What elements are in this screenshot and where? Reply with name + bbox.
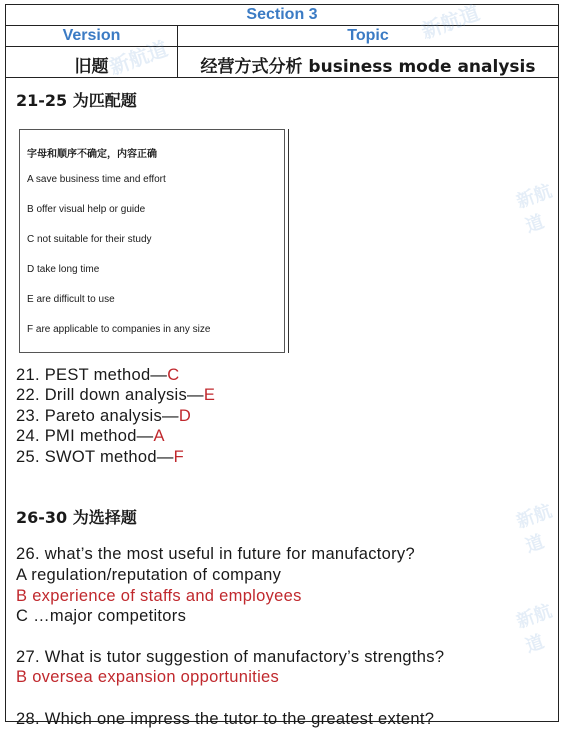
- options-box: [19, 129, 285, 353]
- choice-heading: 26-30 为选择题: [16, 508, 137, 527]
- watermark-logo: 新航道: [513, 500, 555, 558]
- question-24-text: 24. PMI method—: [16, 427, 154, 445]
- watermark-logo: 新航道: [513, 600, 555, 658]
- question-26: 26. what’s the most useful in future for manufactory?: [16, 545, 415, 563]
- version-header-cell: [6, 26, 178, 46]
- question-22: [16, 386, 215, 405]
- question-23-text: 23. Pareto analysis—: [16, 407, 179, 425]
- question-22-text: 22. Drill down analysis—: [16, 386, 204, 404]
- topic-value-cell: [178, 47, 558, 77]
- option-b: B offer visual help or guide: [27, 204, 146, 215]
- options-box-title: 字母和顺序不确定，内容正确: [27, 149, 157, 160]
- option-d: D take long time: [27, 264, 100, 275]
- document-frame: [5, 4, 559, 728]
- option-e: E are difficult to use: [27, 294, 115, 305]
- answer-21: C: [167, 366, 180, 384]
- answer-25: F: [173, 448, 185, 466]
- section-row: [6, 5, 558, 26]
- matching-heading: 21-25 为匹配题: [16, 91, 137, 110]
- header-row: [6, 26, 558, 47]
- question-21: [16, 366, 179, 385]
- watermark-logo: 新航道: [513, 180, 555, 238]
- watermark-logo: 新航道: [418, 0, 483, 44]
- question-25-text: 25. SWOT method—: [16, 448, 174, 466]
- question-21-text: 21. PEST method—: [16, 366, 168, 384]
- option-f: F are applicable to companies in any size: [27, 324, 211, 335]
- option-c: C not suitable for their study: [27, 234, 152, 245]
- q26-option-b: B experience of staffs and employees: [16, 587, 302, 605]
- answer-24: A: [153, 427, 165, 445]
- version-value-cell: [6, 47, 178, 77]
- version-header: Version: [62, 27, 121, 44]
- watermark-logo: 新航道: [106, 36, 171, 80]
- option-a: A save business time and effort: [27, 174, 166, 185]
- answer-23: D: [178, 407, 192, 425]
- answer-22: E: [203, 386, 216, 404]
- question-27: 27. What is tutor suggestion of manufactory’s strengths?: [16, 648, 445, 666]
- question-23: [16, 407, 191, 426]
- topic-header-cell: [178, 26, 558, 46]
- topic-header: Topic: [347, 27, 389, 44]
- version-value: 旧题: [74, 57, 109, 77]
- question-24: [16, 427, 165, 446]
- q26-option-c: C …major competitors: [16, 607, 187, 625]
- q27-option-b: B oversea expansion opportunities: [16, 668, 280, 686]
- q26-option-a: A regulation/reputation of company: [16, 566, 282, 584]
- question-28: 28. Which one impress the tutor to the greatest extent?: [16, 710, 435, 728]
- values-row: [6, 47, 558, 78]
- section-title: Section 3: [246, 6, 318, 23]
- question-25: [16, 448, 184, 467]
- topic-value: 经营方式分析 business mode analysis: [200, 57, 536, 77]
